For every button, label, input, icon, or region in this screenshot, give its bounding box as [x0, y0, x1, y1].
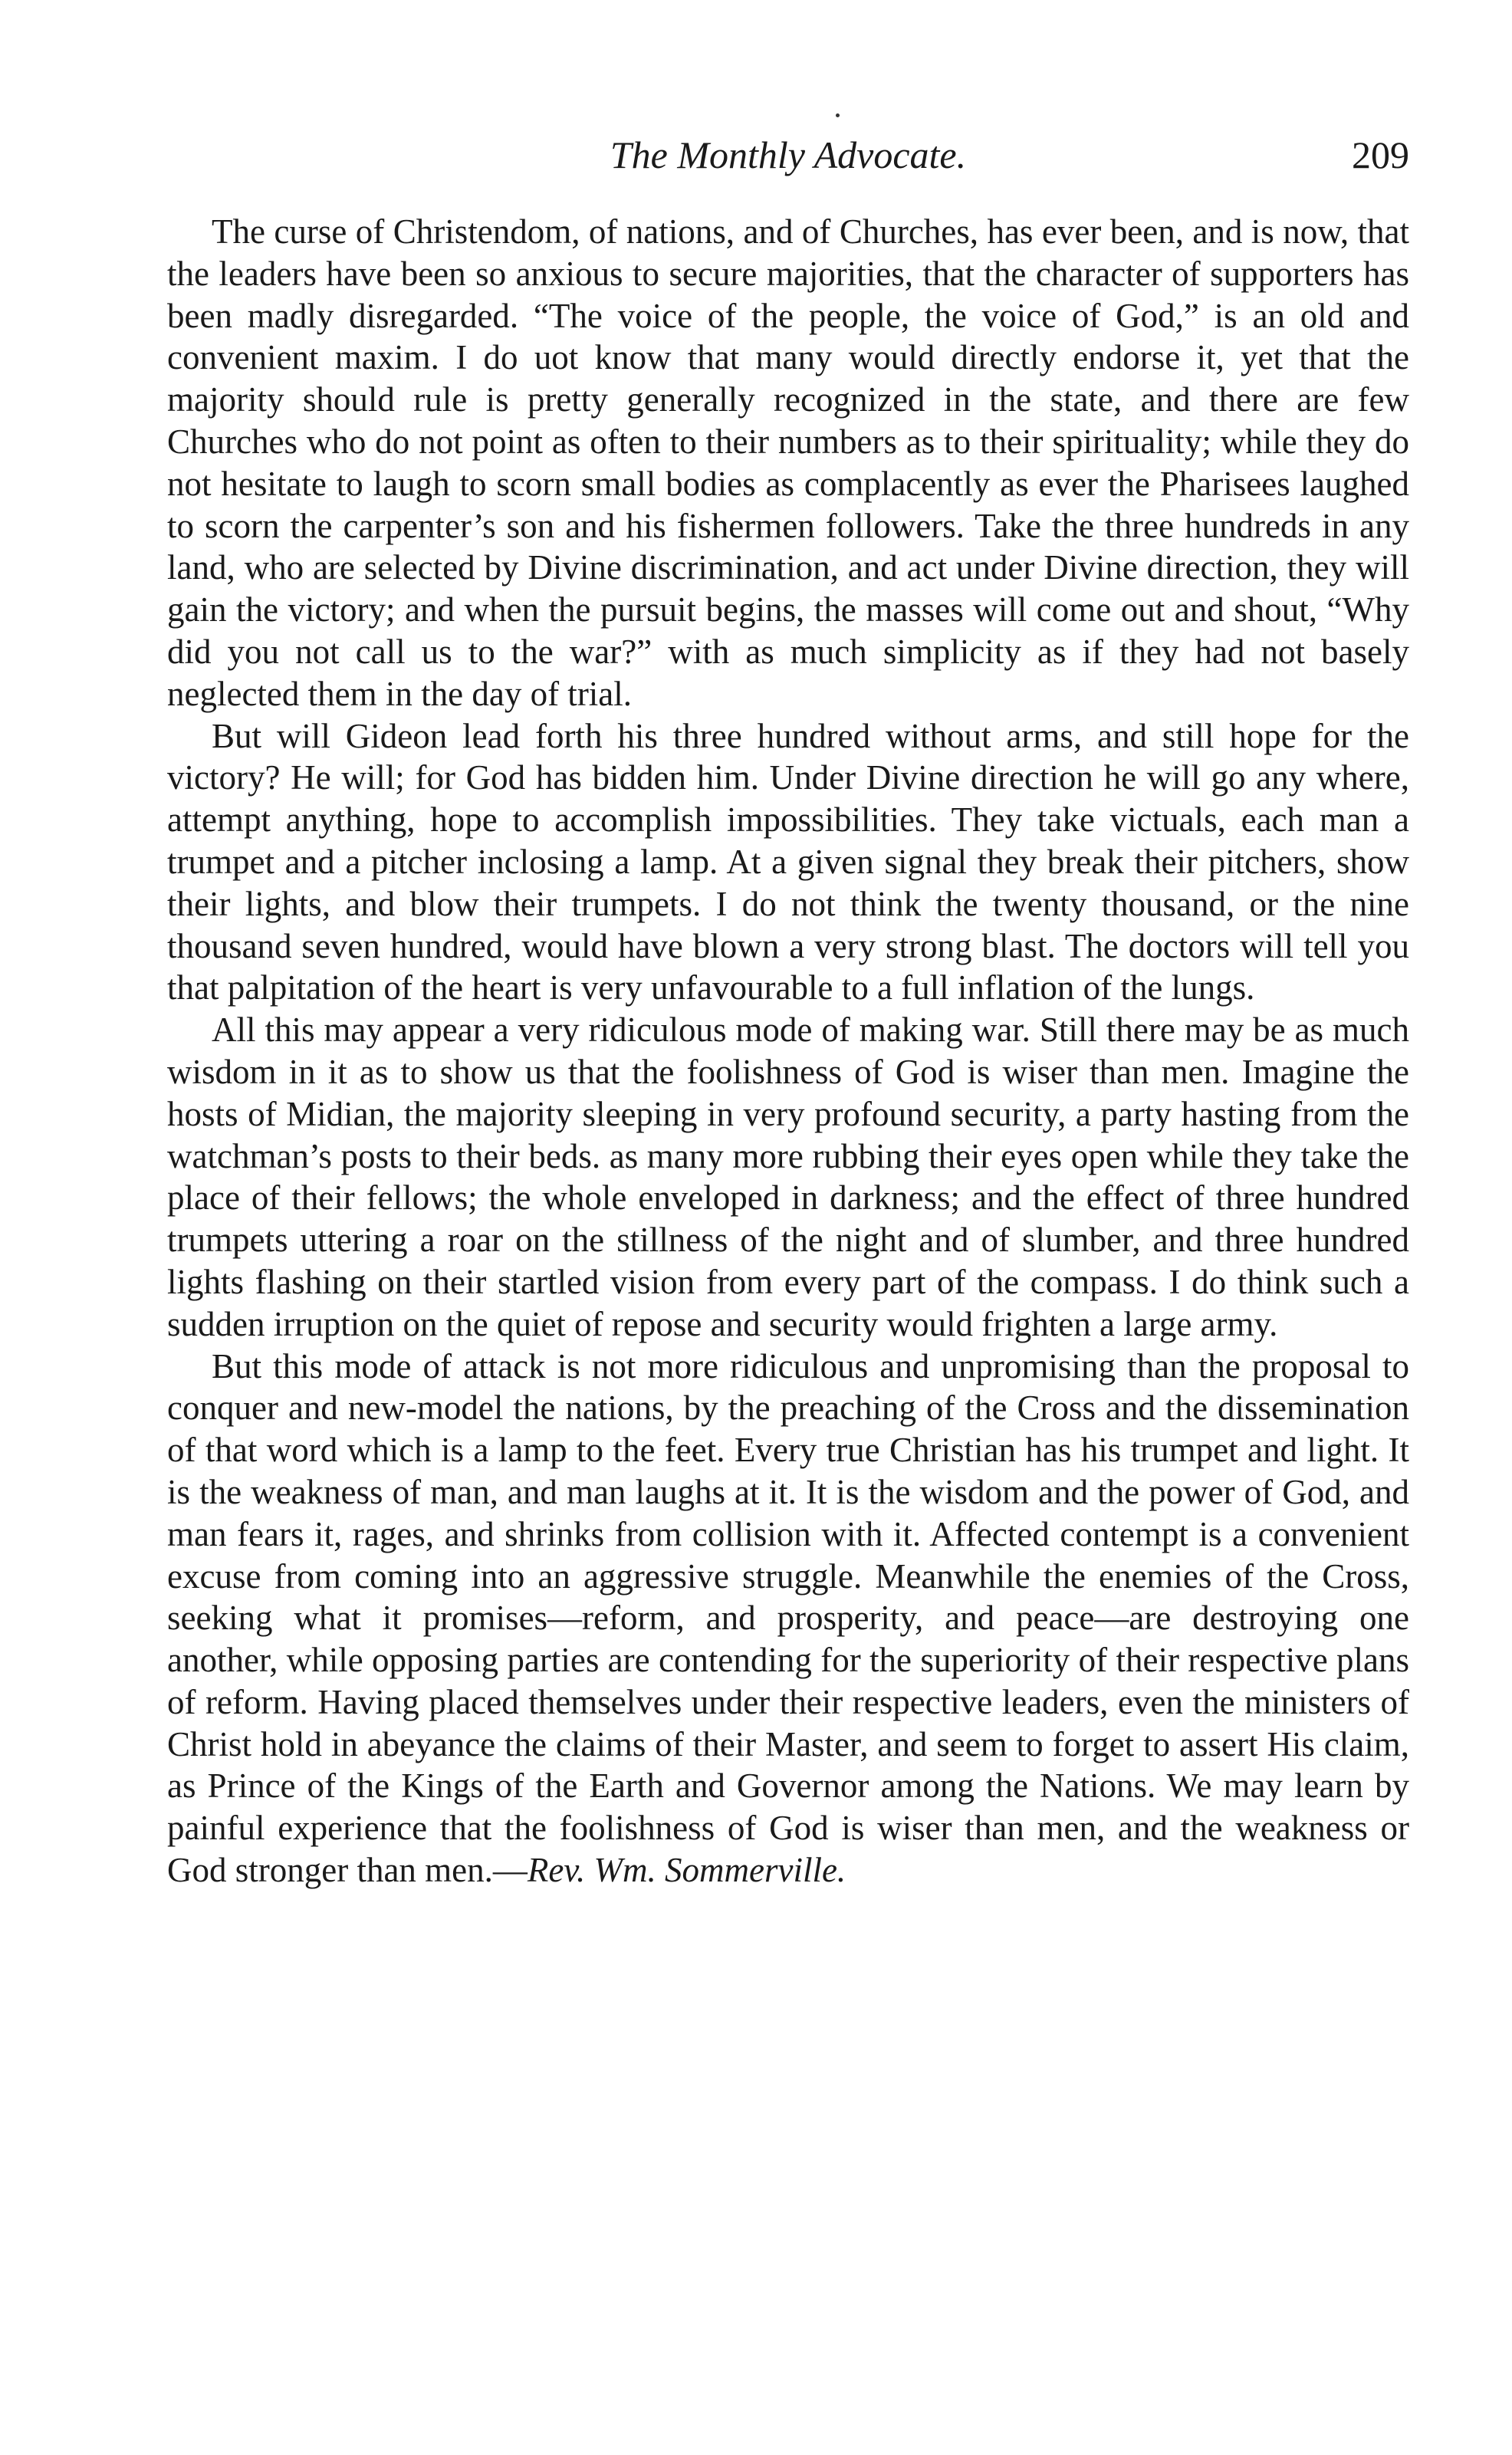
paragraph-4	[167, 1346, 1409, 1891]
running-header	[167, 132, 1409, 193]
printer-dot-mark	[836, 113, 840, 117]
paragraph-1: The curse of Christendom, of nations, and of Churches, has ever been, and is now, that the leaders have been so anxious to secure majorities, that the character of supporters has been madly disregarded. “The voice of the people, the voice of God,” is an old and convenient maxim. I do uot know that many would directly endorse it, yet that the majority should rule is pretty generally recognized in the state, and there are few Churches who do not point as often to their numbers as to their spirituality; while they do not hesitate to laugh to scorn small bodies as complacently as ever the Pharisees laughed to scorn the carpenter’s son and his fishermen followers. Take the three hundreds in any land, who are selected by Divine discrimination, and act under Divine direction, they will gain the victory; and when the pursuit begins, the masses will come out and shout, “Why did you not call us to the war?” with as much simplicity as if they had not basely neglected them in the day of trial.	[167, 212, 1409, 713]
running-title: The Monthly Advocate.	[610, 133, 967, 176]
paragraph-4-text: But this mode of attack is not more ridiculous and unpromising than the proposal to conquer and new-model the nations, by the preaching of the Cross and the dissemination of that word which is a lamp to the feet. Every true Christian has his trumpet and light. It is the weakness of man, and man laughs at it. It is the wisdom and the power of God, and man fears it, rages, and shrinks from collision with it. Affected contempt is a convenient excuse from coming into an aggressive struggle. Meanwhile the enemies of the Cross, seeking what it promises—reform, and prosperity, and peace—are destroying one another, while opposing parties are contending for the superiority of their respective plans of reform. Having placed themselves under their respective leaders, even the ministers of Christ hold in abeyance the claims of their Master, and seem to forget to assert His claim, as Prince of the Kings of the Earth and Governor among the Nations. We may learn by painful experience that the foolishness of God is wiser than men, and the weakness or God stronger than men.—	[167, 1346, 1409, 1890]
paragraph-3: All this may appear a very ridiculous mode of making war. Still there may be as much wisdom in it as to show us that the foolishness of God is wiser than men. Imagine the hosts of Midian, the majority sleeping in very profound security, a party hasting from the watchman’s posts to their beds. as many more rubbing their eyes open while they take the place of their fellows; the whole enveloped in darkness; and the effect of three hundred trumpets uttering a roar on the stillness of the night and of slumber, and three hundred lights flashing on their startled vision from every part of the compass. I do think such a sudden irruption on the quiet of repose and security would frighten a large army.	[167, 1011, 1409, 1343]
article-body	[167, 211, 1409, 1891]
page-number: 209	[1352, 133, 1409, 176]
paragraph-2: But will Gideon lead forth his three hundred without arms, and still hope for the victory? He will; for God has bidden him. Under Divine direction he will go any where, attempt anything, hope to accomplish impossibilities. They take victuals, each man a trumpet and a pitcher inclosing a lamp. At a given signal they break their pitchers, show their lights, and blow their trumpets. I do not think the twenty thousand, or the nine thousand seven hundred, would have blown a very strong blast. The doctors will tell you that palpitation of the heart is very unfavourable to a full inflation of the lungs.	[167, 716, 1409, 1007]
author-signature: Rev. Wm. Sommerville.	[527, 1851, 846, 1890]
